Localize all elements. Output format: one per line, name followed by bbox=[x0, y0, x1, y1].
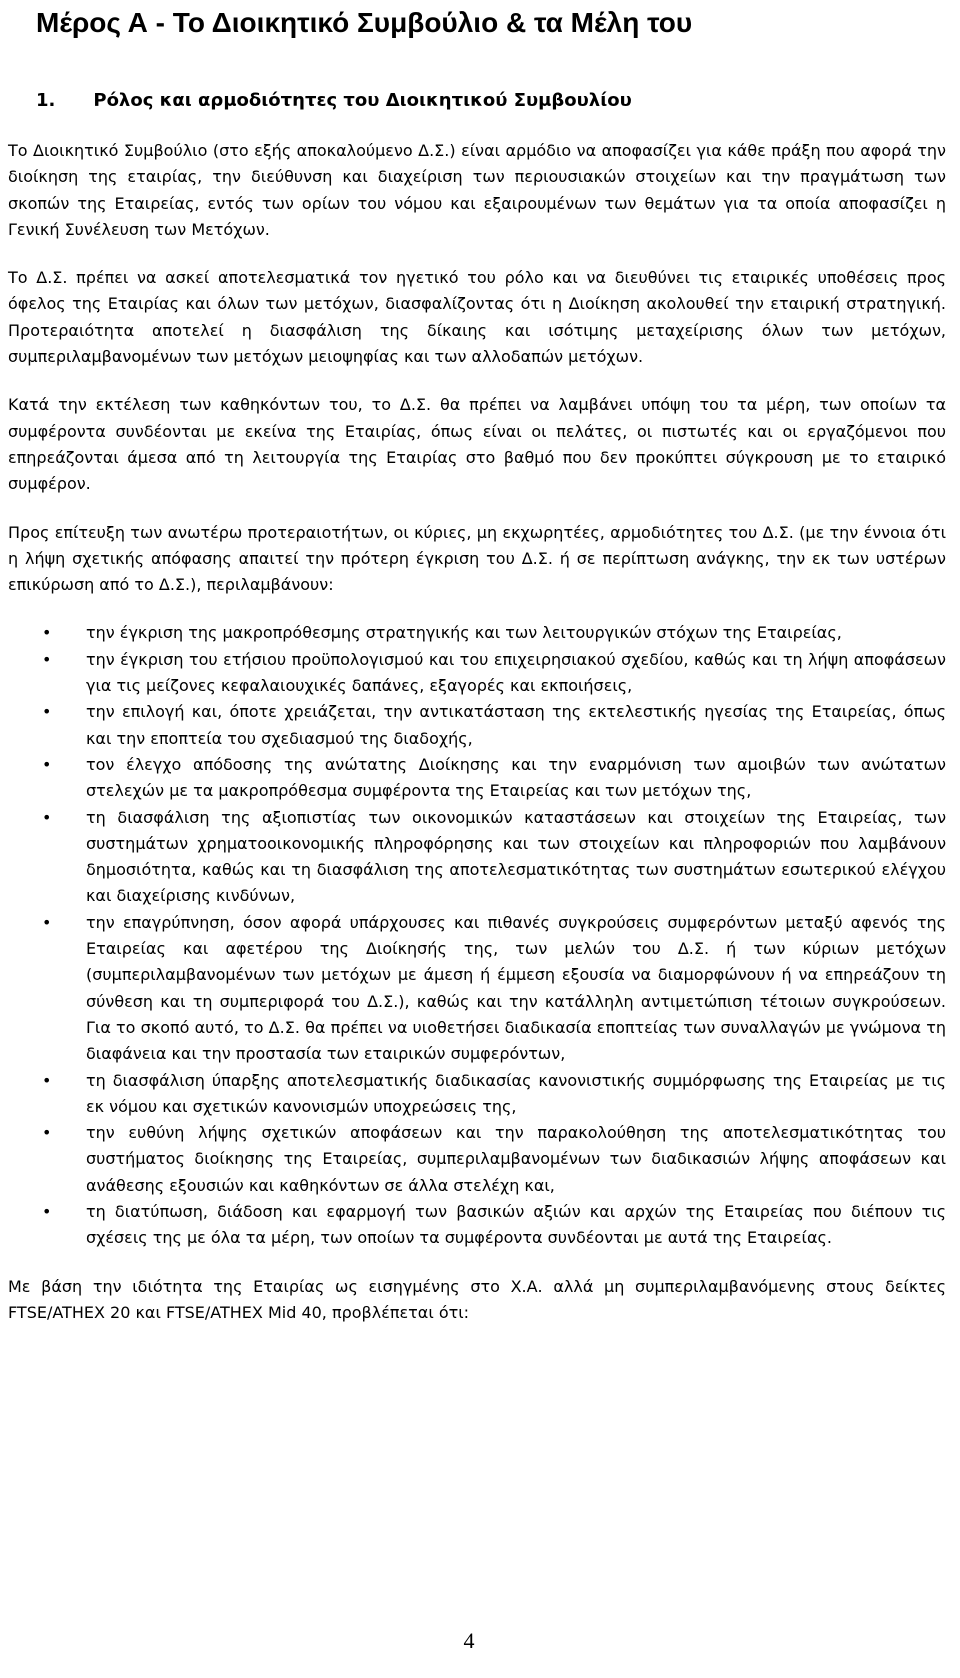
list-item bbox=[8, 647, 946, 700]
list-item-text: τη διασφάλιση της αξιοπιστίας των οικονομικών καταστάσεων και στοιχείων της Εταιρείας, των συστημάτων χρηματοοικονομικής πληροφόρησης και των στοιχείων και πληροφοριών που λαμβάνουν δημοσιότητα, καθώς και τη διασφάλιση της αποτελεσματικότητας των συστημάτων εσωτερικού ελέγχου και διαχείρισης κινδύνων, bbox=[86, 807, 946, 906]
list-item bbox=[8, 1199, 946, 1252]
section-heading bbox=[36, 90, 946, 112]
bullet-icon: • bbox=[42, 912, 52, 932]
bullet-icon: • bbox=[42, 1070, 52, 1090]
paragraph-stakeholders: Κατά την εκτέλεση των καθηκόντων του, το Δ.Σ. θα πρέπει να λαμβάνει υπόψη του τα μέρη, των οποίων τα συμφέροντα συνδέονται με εκείνα της Εταιρίας, όπως είναι οι πελάτες, οι πιστωτές και οι εργαζόμενοι που επηρεάζονται άμεσα από τη λειτουργία της Εταιρίας στο βαθμό που δεν προκύπτει σύγκρουση με το εταιρικό συμφέρον. bbox=[8, 395, 946, 494]
responsibilities-list bbox=[8, 620, 946, 1251]
list-item-text: την έγκριση της μακροπρόθεσμης στρατηγικής και των λειτουργικών στόχων της Εταιρείας, bbox=[86, 623, 842, 643]
page-title: Μέρος Α - Το Διοικητικό Συμβούλιο & τα Μέλη του bbox=[36, 7, 693, 38]
list-item-text: την ευθύνη λήψης σχετικών αποφάσεων και την παρακολούθηση της αποτελεσματικότητας του συστήματος διοίκησης της Εταιρείας, συμπεριλαμβανομένων των διαδικασιών λήψης αποφάσεων και ανάθεσης εξουσιών και καθηκόντων σε άλλα στελέχη και, bbox=[86, 1123, 946, 1195]
list-item-text: την επαγρύπνηση, όσον αφορά υπάρχουσες και πιθανές συγκρούσεις συμφερόντων μεταξύ αφενός της Εταιρείας και αφετέρου της Διοίκησής της, των μελών του Δ.Σ. ή των κύριων μετόχων (συμπεριλαμβανομένων των μετόχων με άμεση ή έμμεση εξουσία να διαμορφώνουν ή να επηρεάζουν τη σύνθεση και τη συμπεριφορά του Δ.Σ.), καθώς και την κατάλληλη αντιμετώπιση τέτοιων συγκρούσεων. Για το σκοπό αυτό, το Δ.Σ. θα πρέπει να υιοθετήσει διαδικασία εποπτείας των συναλλαγών με γνώμονα τη διαφάνεια και την προστασία των εταιρικών συμφερόντων, bbox=[86, 912, 946, 1064]
list-item bbox=[8, 1120, 946, 1199]
list-item-text: την επιλογή και, όποτε χρειάζεται, την αντικατάσταση της εκτελεστικής ηγεσίας της Εταιρείας, όπως και την εποπτεία του σχεδιασμού της διαδοχής, bbox=[86, 702, 946, 748]
paragraph-responsibilities-intro: Προς επίτευξη των ανωτέρω προτεραιοτήτων, οι κύριες, μη εκχωρητέες, αρμοδιότητες του Δ.Σ. (με την έννοια ότι η λήψη σχετικής απόφασης απαιτεί την πρότερη έγκριση του Δ.Σ. ή σε περίπτωση ανάγκης, την εκ των υστέρων επικύρωση από το Δ.Σ.), περιλαμβάνουν: bbox=[8, 522, 946, 595]
list-item bbox=[8, 910, 946, 1068]
paragraph-board-role: Το Δ.Σ. πρέπει να ασκεί αποτελεσματικά τον ηγετικό του ρόλο και να διευθύνει τις εταιρικές υποθέσεις προς όφελος της Εταιρίας και όλων των μετόχων, διασφαλίζοντας ότι η Διοίκηση ακολουθεί την εταιρική στρατηγική. Προτεραιότητα αποτελεί η διασφάλιση της δίκαιης και ισότιμης μεταχείρισης όλων των μετόχων, συμπεριλαμβανομένων των μετόχων μειοψηφίας και των αλλοδαπών μετόχων. bbox=[8, 268, 946, 367]
list-item-text: την έγκριση του ετήσιου προϋπολογισμού και του επιχειρησιακού σχεδίου, καθώς και τη λήψη αποφάσεων για τις μείζονες κεφαλαιουχικές δαπάνες, εξαγορές και εκποιήσεις, bbox=[86, 649, 946, 696]
list-item-text: τον έλεγχο απόδοσης της ανώτατης Διοίκησης και την εναρμόνιση των αμοιβών των ανώτατων στελεχών με τα μακροπρόθεσμα συμφέροντα της Εταιρείας και των μετόχων της, bbox=[86, 754, 946, 801]
bullet-icon: • bbox=[42, 702, 52, 722]
bullet-icon: • bbox=[42, 1201, 52, 1221]
document-page bbox=[8, 0, 946, 1326]
list-item bbox=[8, 699, 946, 752]
bullet-icon: • bbox=[42, 1123, 52, 1143]
bullet-icon: • bbox=[42, 649, 52, 669]
list-item bbox=[8, 620, 946, 646]
paragraph-closing: Με βάση την ιδιότητα της Εταιρίας ως εισηγμένης στο Χ.Α. αλλά μη συμπεριλαμβανόμενης στους δείκτες FTSE/ATHEX 20 και FTSE/ATHEX Mid 40, προβλέπεται ότι: bbox=[8, 1276, 946, 1322]
section-number: 1. bbox=[36, 90, 56, 111]
document-body bbox=[8, 138, 946, 1326]
list-item bbox=[8, 752, 946, 805]
page-number: 4 bbox=[463, 1628, 475, 1653]
list-item bbox=[8, 1068, 946, 1121]
section-title: Ρόλος και αρμοδιότητες του Διοικητικού Συμβουλίου bbox=[93, 90, 632, 111]
list-item-text: τη διατύπωση, διάδοση και εφαρμογή των βασικών αξιών και αρχών της Εταιρείας που διέπουν τις σχέσεις της με όλα τα μέρη, των οποίων τα συμφέροντα συνδέονται με αυτά της Εταιρείας. bbox=[86, 1201, 946, 1248]
paragraph-board-competence: Το Διοικητικό Συμβούλιο (στο εξής αποκαλούμενο Δ.Σ.) είναι αρμόδιο να αποφασίζει για κάθε πράξη που αφορά την διοίκηση της εταιρίας, την διεύθυνση και διαχείριση των περιουσιακών στοιχείων και την πραγμάτωση των σκοπών της Εταιρείας, εντός των ορίων του νόμου και εξαιρουμένων των θεμάτων για τα οποία αποφασίζει η Γενική Συνέλευση των Μετόχων. bbox=[8, 141, 946, 239]
bullet-icon: • bbox=[42, 807, 52, 827]
list-item bbox=[8, 805, 946, 910]
bullet-icon: • bbox=[42, 623, 52, 643]
list-item-text: τη διασφάλιση ύπαρξης αποτελεσματικής διαδικασίας κανονιστικής συμμόρφωσης της Εταιρείας με τις εκ νόμου και σχετικών κανονισμών υποχρεώσεις της, bbox=[86, 1070, 946, 1116]
bullet-icon: • bbox=[42, 754, 52, 774]
